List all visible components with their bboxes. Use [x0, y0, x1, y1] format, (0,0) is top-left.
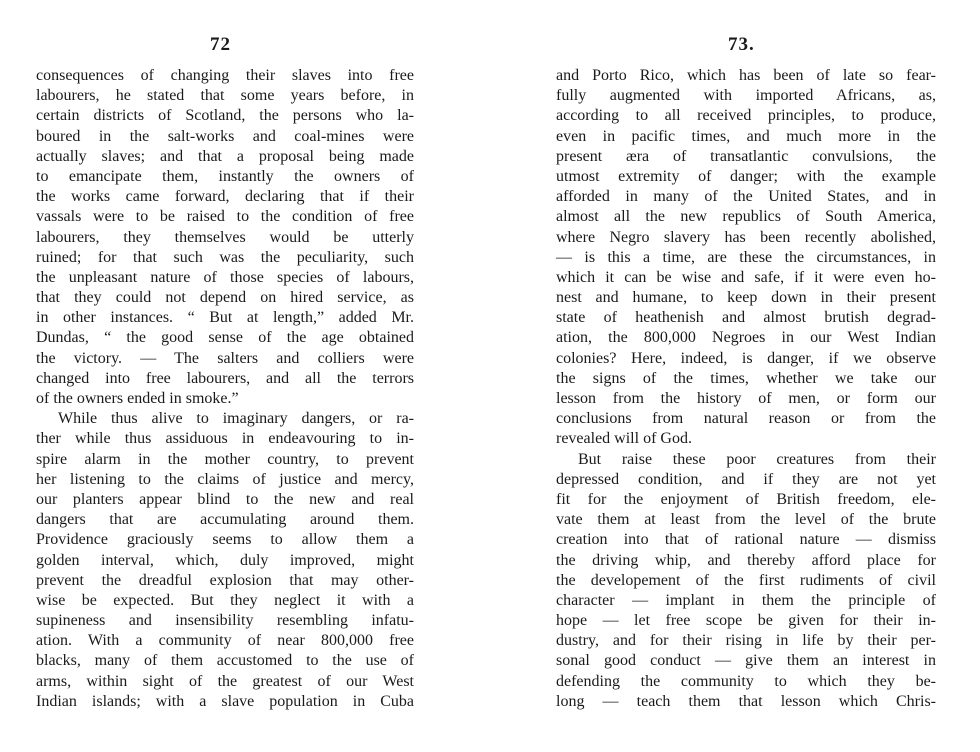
- text-line: labourers, they themselves would be utterly: [36, 228, 414, 246]
- text-line: creation into that of rational nature — dismiss: [556, 531, 936, 549]
- text-line: nest and humane, to keep down in their present: [556, 289, 936, 307]
- text-line: sonal good conduct — give them an interest in: [556, 652, 936, 670]
- text-line: blacks, many of them accustomed to the use of: [36, 652, 414, 670]
- text-line: ation, the 800,000 Negroes in our West Indian: [556, 329, 936, 347]
- text-line: colonies? Here, indeed, is danger, if we observe: [556, 349, 936, 367]
- text-line: depressed condition, and if they are not yet: [556, 470, 936, 488]
- text-line: ation. With a community of near 800,000 free: [36, 632, 414, 650]
- text-line: even in pacific times, and much more in the: [556, 127, 936, 145]
- text-line: of the owners ended in smoke.”: [36, 390, 239, 407]
- text-line: certain districts of Scotland, the persons who la-: [36, 107, 414, 125]
- text-line: lesson from the history of men, or form our: [556, 390, 936, 407]
- right-page-text: [556, 66, 936, 712]
- text-line: revealed will of God.: [556, 430, 692, 448]
- text-line: vate them at least from the level of the brute: [556, 511, 936, 529]
- text-line: that they could not depend on hired service, as: [36, 289, 414, 307]
- text-line: — is this a time, are these the circumstances, in: [556, 248, 936, 266]
- text-line: supineness and insensibility resembling infatu-: [36, 612, 414, 630]
- text-line: arms, within sight of the greatest of our West: [36, 672, 414, 690]
- text-line: the driving whip, and thereby afford place for: [556, 551, 936, 569]
- text-line: actually slaves; and that a proposal being made: [36, 147, 414, 165]
- text-line: defending the community to which they be-: [556, 672, 936, 690]
- text-line: fully augmented with imported Africans, as,: [556, 87, 936, 105]
- text-line: changed into free labourers, and all the terrors: [36, 369, 414, 387]
- text-line: conclusions from natural reason or from the: [556, 410, 936, 428]
- text-line: the developement of the first rudiments of civil: [556, 571, 936, 589]
- text-line: almost all the new republics of South America,: [556, 208, 936, 226]
- text-line: the unpleasant nature of those species of labours,: [36, 268, 414, 286]
- left-page-text: [36, 66, 414, 712]
- text-line: long — teach them that lesson which Chris-: [556, 692, 936, 710]
- text-line: fit for the enjoyment of British freedom, ele-: [556, 490, 936, 508]
- text-line: wise be expected. But they neglect it with a: [36, 591, 414, 609]
- text-line: hope — let free scope be given for their in-: [556, 612, 936, 630]
- text-line: Providence graciously seems to allow them a: [36, 531, 414, 549]
- text-line: the victory. — The salters and colliers were: [36, 349, 414, 367]
- text-line: present æra of transatlantic convulsions, the: [556, 147, 936, 165]
- text-line: utmost extremity of danger; with the example: [556, 167, 936, 185]
- left-page-number: 72: [210, 34, 231, 55]
- text-line: prevent the dreadful explosion that may other-: [36, 571, 414, 589]
- text-line: afforded in many of the United States, and in: [556, 188, 936, 206]
- text-line: boured in the salt-works and coal-mines were: [36, 127, 414, 145]
- text-line: Indian islands; with a slave population in Cuba: [36, 692, 414, 710]
- text-line: ruined; for that such was the peculiarity, such: [36, 248, 414, 266]
- text-line: in other instances. “ But at length,” added Mr.: [36, 309, 414, 327]
- text-line: the signs of the times, whether we take our: [556, 369, 936, 387]
- text-line: which it can be wise and safe, if it were even ho-: [556, 268, 936, 286]
- text-line: where Negro slavery has been recently abolished,: [556, 228, 936, 246]
- text-line: spire alarm in the mother country, to prevent: [36, 450, 414, 468]
- text-line: Dundas, “ the good sense of the age obtained: [36, 329, 414, 347]
- text-line: But raise these poor creatures from their: [578, 450, 936, 468]
- text-line: character — implant in them the principle of: [556, 591, 936, 609]
- text-line: dustry, and for their rising in life by their per-: [556, 632, 936, 650]
- text-line: vassals were to be raised to the condition of free: [36, 208, 414, 226]
- text-line: to emancipate them, instantly the owners of: [36, 167, 414, 185]
- text-line: labourers, he stated that some years before, in: [36, 87, 414, 105]
- text-line: ther while thus assiduous in endeavouring to in-: [36, 430, 414, 448]
- text-line: consequences of changing their slaves into free: [36, 67, 414, 84]
- text-line: dangers that are accumulating around them.: [36, 511, 414, 529]
- text-line: her listening to the claims of justice and mercy,: [36, 470, 414, 488]
- right-page-number: 73.: [728, 34, 755, 55]
- text-line: according to all received principles, to produce,: [556, 107, 936, 125]
- text-line: our planters appear blind to the new and real: [36, 490, 414, 508]
- text-line: the works came forward, declaring that if their: [36, 188, 414, 206]
- text-line: and Porto Rico, which has been of late so fear-: [556, 67, 936, 84]
- text-line: golden interval, which, duly improved, might: [36, 551, 414, 569]
- text-line: While thus alive to imaginary dangers, or ra-: [58, 410, 414, 428]
- text-line: state of heathenish and almost brutish degrad-: [556, 309, 936, 327]
